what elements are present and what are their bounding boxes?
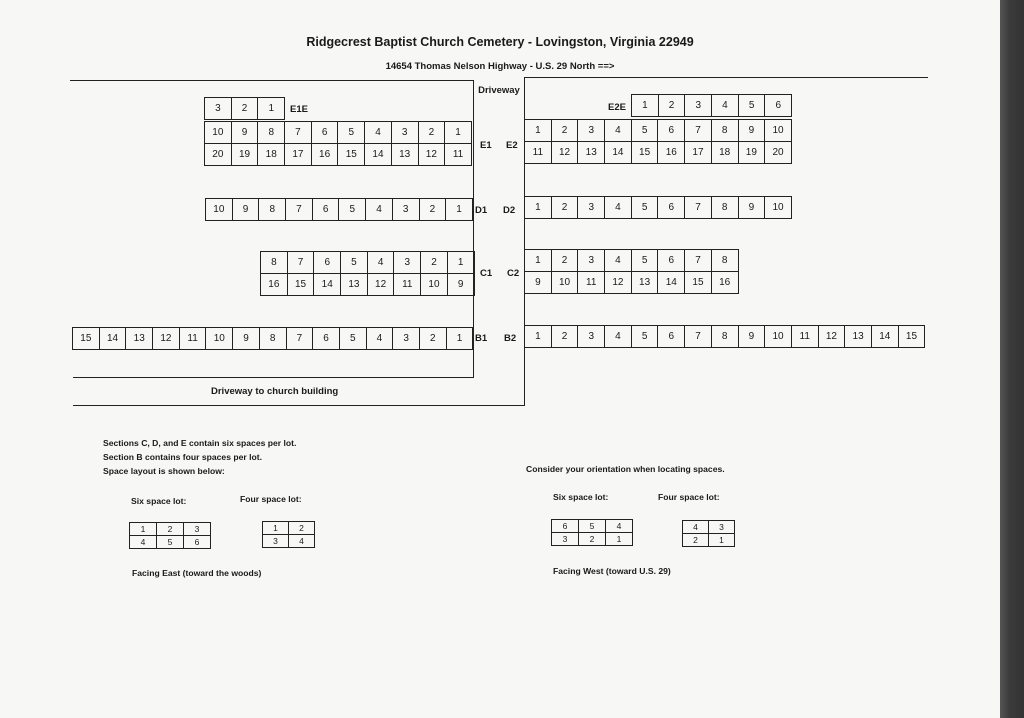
plot-space: 19 (738, 142, 765, 164)
map.sections.D2.rows-row (525, 197, 792, 219)
table-surface (1000, 0, 1024, 718)
plot-space: 5 (738, 95, 765, 117)
plot-space: 8 (261, 252, 288, 274)
plot-space: 1 (525, 250, 552, 272)
plot-space: 1 (525, 197, 552, 219)
plot-space: 14 (314, 274, 341, 296)
plot-space: 12 (153, 328, 180, 350)
plot-space: 4 (365, 122, 392, 144)
plot-space: 3 (263, 535, 289, 548)
plot-space: 11 (394, 274, 421, 296)
plot-space: 11 (179, 328, 206, 350)
legend-east-four-lot (262, 521, 315, 548)
plot-space: 9 (233, 328, 260, 350)
plot-space: 1 (258, 98, 285, 120)
plot-space: 3 (552, 533, 579, 546)
plot-space: 11 (578, 272, 605, 294)
legend.west.six_rows-row (552, 533, 633, 546)
plot-space: 1 (130, 523, 157, 536)
plot-space: 1 (445, 122, 472, 144)
section-label-e1e: E1E (290, 104, 308, 115)
plot-space: 4 (605, 250, 632, 272)
legend.east.six_rows-row (130, 523, 211, 536)
plot-space: 13 (126, 328, 153, 350)
plot-space: 5 (631, 326, 658, 348)
section-label-e1: E1 (480, 140, 492, 151)
plot-space: 8 (711, 197, 738, 219)
plot-space: 12 (367, 274, 394, 296)
plot-space: 3 (394, 252, 421, 274)
map.sections.E1.rows-row (205, 122, 472, 144)
legend-west-four-lot (682, 520, 735, 547)
plot-space: 3 (578, 120, 605, 142)
plot-space: 7 (285, 122, 312, 144)
plot-space: 6 (658, 250, 685, 272)
map.sections.E1E.rows-row (205, 98, 285, 120)
plot-space: 14 (99, 328, 126, 350)
plot-space: 10 (765, 197, 792, 219)
plot-space: 1 (525, 326, 552, 348)
plot-space: 13 (578, 142, 605, 164)
plot-space: 10 (421, 274, 448, 296)
section-label-b2: B2 (504, 333, 517, 344)
plot-space: 6 (552, 520, 579, 533)
legend-east-facing: Facing East (toward the woods) (132, 568, 262, 578)
plot-space: 11 (791, 326, 818, 348)
plot-space: 4 (606, 520, 633, 533)
section-c2 (524, 249, 739, 294)
map.sections.E1.rows-row (205, 144, 472, 166)
plot-space: 1 (446, 328, 473, 350)
plot-space: 1 (263, 522, 289, 535)
map.sections.E2.rows-row (525, 142, 792, 164)
plot-space: 2 (551, 197, 578, 219)
legend.east.four_rows-row (263, 522, 315, 535)
plot-space: 3 (685, 95, 712, 117)
plot-space: 4 (683, 521, 709, 534)
plot-space: 1 (709, 534, 735, 547)
plot-space: 4 (712, 95, 739, 117)
plot-space: 11 (525, 142, 552, 164)
plot-space: 16 (311, 144, 338, 166)
plot-space: 2 (683, 534, 709, 547)
section-c1 (260, 251, 475, 296)
plot-space: 10 (206, 328, 233, 350)
plot-space: 5 (339, 328, 366, 350)
plot-space: 2 (579, 533, 606, 546)
plot-space: 2 (419, 199, 446, 221)
plot-space: 3 (205, 98, 232, 120)
plot-space: 5 (579, 520, 606, 533)
section-e1e (204, 97, 285, 120)
plot-space: 15 (631, 142, 658, 164)
section-e2e (631, 94, 792, 117)
legend.west.four_rows-row (683, 521, 735, 534)
plot-space: 4 (605, 120, 632, 142)
plot-space: 1 (446, 199, 473, 221)
section-label-e2e: E2E (608, 102, 626, 113)
map.sections.B1.rows-row (73, 328, 473, 350)
map.sections.B2.rows-row (525, 326, 925, 348)
legend-west-facing: Facing West (toward U.S. 29) (553, 566, 671, 576)
section-e2 (524, 119, 792, 164)
plot-space: 2 (289, 522, 315, 535)
plot-space: 3 (578, 326, 605, 348)
plot-space: 14 (605, 142, 632, 164)
plot-space: 5 (338, 122, 365, 144)
plot-space: 8 (711, 120, 738, 142)
plot-space: 4 (366, 199, 393, 221)
plot-space: 13 (391, 144, 418, 166)
legend.west.six_rows-row (552, 520, 633, 533)
note-line-1: Sections C, D, and E contain six spaces per lot. (103, 438, 297, 448)
plot-space: 16 (658, 142, 685, 164)
note-line-3: Space layout is shown below: (103, 466, 225, 476)
plot-space: 4 (367, 252, 394, 274)
plot-space: 17 (685, 142, 712, 164)
plot-space: 12 (551, 142, 578, 164)
section-label-e2: E2 (506, 140, 518, 151)
map.sections.E2.rows-row (525, 120, 792, 142)
plot-space: 7 (287, 252, 314, 274)
plot-space: 8 (258, 122, 285, 144)
plot-space: 2 (551, 250, 578, 272)
plot-space: 11 (445, 144, 472, 166)
plot-space: 15 (287, 274, 314, 296)
plot-space: 19 (231, 144, 258, 166)
plot-space: 13 (845, 326, 872, 348)
plot-space: 10 (765, 326, 792, 348)
plot-space: 13 (341, 274, 368, 296)
plot-space: 7 (685, 197, 712, 219)
section-e1 (204, 121, 472, 166)
address-line: 14654 Thomas Nelson Highway - U.S. 29 North ==> (385, 61, 615, 72)
plot-space: 8 (259, 199, 286, 221)
plot-space: 8 (711, 250, 738, 272)
plot-space: 5 (341, 252, 368, 274)
legend-east-six-lot (129, 522, 211, 549)
plot-space: 3 (393, 328, 420, 350)
plot-space: 20 (765, 142, 792, 164)
plot-space: 7 (685, 120, 712, 142)
legend.east.four_rows-row (263, 535, 315, 548)
road-edge-right (525, 77, 928, 78)
plot-space: 3 (709, 521, 735, 534)
plot-space: 9 (738, 120, 765, 142)
driveway-label: Driveway (478, 85, 520, 96)
plot-space: 2 (421, 252, 448, 274)
plot-space: 5 (631, 250, 658, 272)
plot-space: 20 (205, 144, 232, 166)
plot-space: 6 (658, 326, 685, 348)
map.sections.C2.rows-row (525, 272, 739, 294)
plot-space: 17 (285, 144, 312, 166)
map.sections.C1.rows-row (261, 274, 475, 296)
plot-space: 7 (286, 199, 313, 221)
plot-space: 3 (578, 250, 605, 272)
plot-space: 8 (259, 328, 286, 350)
plot-space: 1 (525, 120, 552, 142)
plot-space: 2 (157, 523, 184, 536)
plot-space: 5 (157, 536, 184, 549)
plot-space: 15 (898, 326, 925, 348)
plot-space: 7 (286, 328, 313, 350)
legend-east-six-label: Six space lot: (131, 496, 187, 506)
plot-space: 1 (606, 533, 633, 546)
legend-west-six-label: Six space lot: (553, 492, 609, 502)
plot-space: 10 (765, 120, 792, 142)
plot-space: 2 (419, 328, 446, 350)
plot-space: 2 (231, 98, 258, 120)
plot-space: 18 (258, 144, 285, 166)
plot-space: 14 (365, 144, 392, 166)
section-b1 (72, 327, 473, 350)
section-d1 (205, 198, 473, 221)
plot-space: 2 (418, 122, 445, 144)
plot-space: 3 (391, 122, 418, 144)
plot-space: 5 (339, 199, 366, 221)
page-title: Ridgecrest Baptist Church Cemetery - Lovingston, Virginia 22949 (306, 35, 694, 49)
plot-space: 3 (578, 197, 605, 219)
plot-space: 2 (551, 120, 578, 142)
plot-space: 10 (551, 272, 578, 294)
map.sections.C2.rows-row (525, 250, 739, 272)
plot-space: 1 (447, 252, 474, 274)
plot-space: 15 (685, 272, 712, 294)
plot-space: 16 (711, 272, 738, 294)
plot-space: 5 (631, 197, 658, 219)
plot-space: 7 (685, 326, 712, 348)
plot-space: 1 (632, 95, 659, 117)
plot-space: 3 (184, 523, 211, 536)
plot-space: 14 (658, 272, 685, 294)
plot-space: 6 (311, 122, 338, 144)
plot-space: 8 (711, 326, 738, 348)
section-label-b1: B1 (475, 333, 488, 344)
plot-space: 10 (206, 199, 233, 221)
road-edge-left (70, 80, 473, 81)
plot-space: 6 (658, 120, 685, 142)
plot-space: 4 (366, 328, 393, 350)
legend-west-six-lot (551, 519, 633, 546)
plot-space: 9 (232, 199, 259, 221)
plot-space: 12 (605, 272, 632, 294)
plot-space: 4 (605, 197, 632, 219)
plot-space: 9 (525, 272, 552, 294)
plot-space: 7 (685, 250, 712, 272)
map.sections.E2E.rows-row (632, 95, 792, 117)
plot-space: 4 (289, 535, 315, 548)
plot-space: 6 (313, 328, 340, 350)
plot-space: 12 (818, 326, 845, 348)
plot-space: 6 (765, 95, 792, 117)
map.sections.C1.rows-row (261, 252, 475, 274)
plot-space: 13 (631, 272, 658, 294)
section-label-c2: C2 (507, 268, 520, 279)
section-b2 (524, 325, 925, 348)
plot-space: 5 (631, 120, 658, 142)
plot-space: 10 (205, 122, 232, 144)
section-label-c1: C1 (480, 268, 493, 279)
plot-space: 2 (658, 95, 685, 117)
plot-space: 9 (738, 197, 765, 219)
plot-space: 14 (871, 326, 898, 348)
plot-space: 18 (711, 142, 738, 164)
plot-space: 6 (184, 536, 211, 549)
legend.east.six_rows-row (130, 536, 211, 549)
section-label-d1: D1 (475, 205, 488, 216)
plot-space: 6 (312, 199, 339, 221)
plot-space: 15 (338, 144, 365, 166)
plot-space: 6 (314, 252, 341, 274)
map.sections.D1.rows-row (206, 199, 473, 221)
plot-space: 3 (392, 199, 419, 221)
orientation-note: Consider your orientation when locating spaces. (526, 464, 725, 474)
section-label-d2: D2 (503, 205, 516, 216)
note-line-2: Section B contains four spaces per lot. (103, 452, 263, 462)
plot-space: 4 (130, 536, 157, 549)
plot-space: 16 (261, 274, 288, 296)
plot-space: 9 (447, 274, 474, 296)
legend.west.four_rows-row (683, 534, 735, 547)
section-d2 (524, 196, 792, 219)
plot-space: 2 (551, 326, 578, 348)
church-driveway-bottom-edge (73, 405, 525, 406)
legend-west-four-label: Four space lot: (658, 492, 720, 502)
plot-space: 12 (418, 144, 445, 166)
church-driveway-top-edge (73, 377, 474, 378)
church-driveway-label: Driveway to church building (211, 386, 339, 397)
plot-space: 6 (658, 197, 685, 219)
plot-space: 15 (73, 328, 100, 350)
plot-space: 4 (605, 326, 632, 348)
plot-space: 9 (231, 122, 258, 144)
plot-space: 9 (738, 326, 765, 348)
legend-east-four-label: Four space lot: (240, 494, 302, 504)
